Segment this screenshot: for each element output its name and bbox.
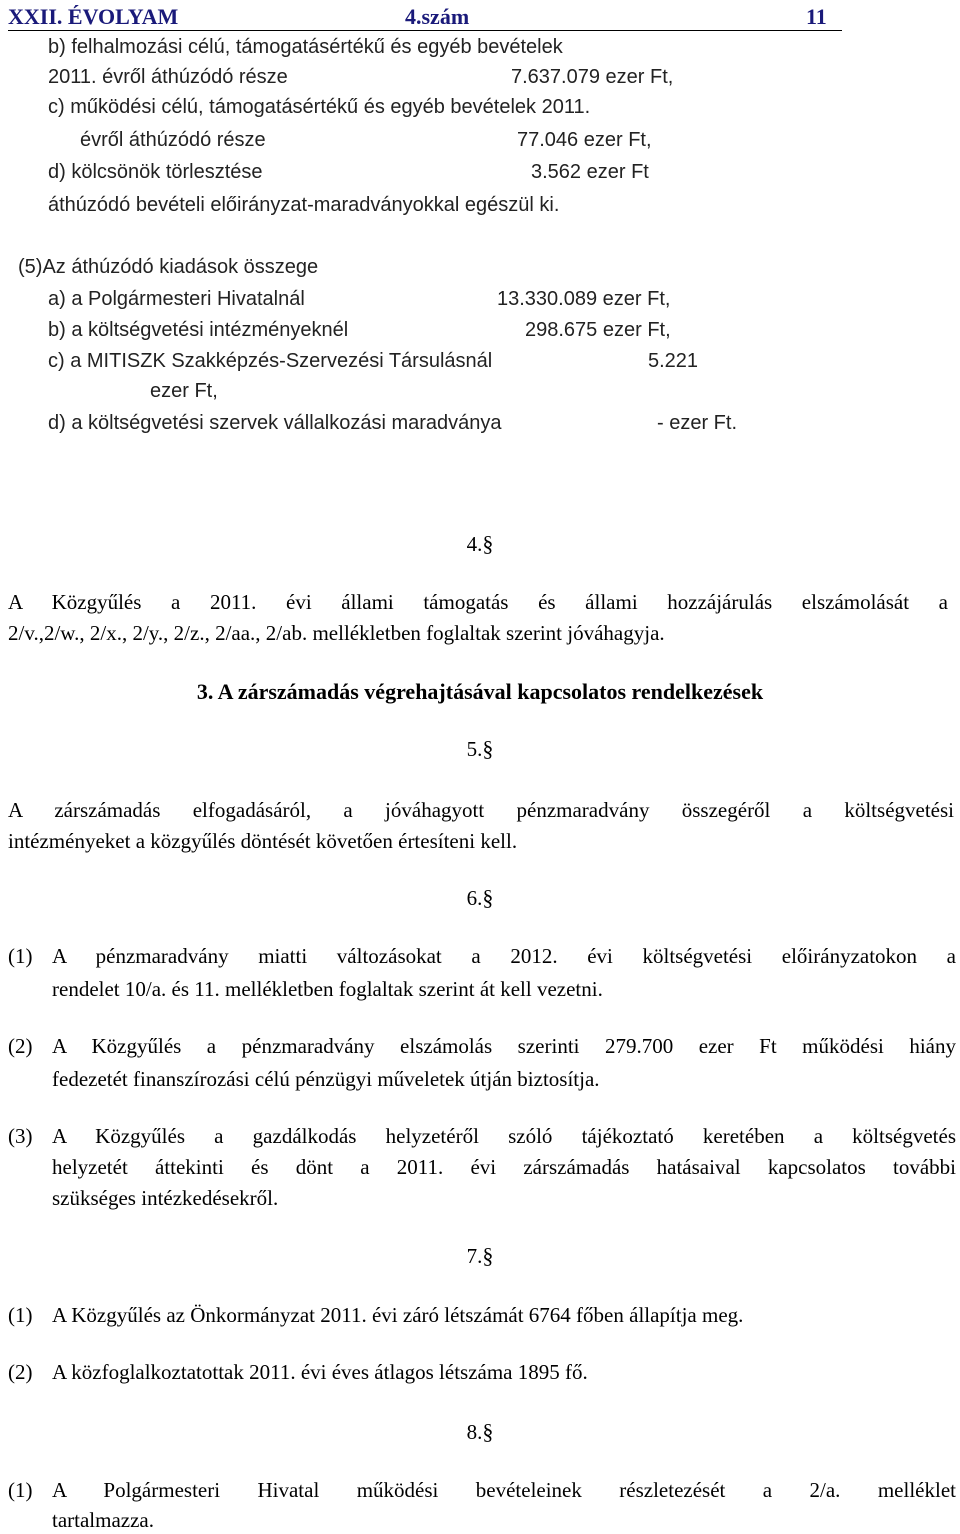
section-5-number <box>0 735 960 763</box>
s8-item1-num: (1) <box>8 1478 33 1502</box>
s6-item3-line1: A Közgyűlés a gazdálkodás helyzetéről szóló tájékoztató keretében a költségvetés <box>52 1124 956 1148</box>
intro-d-label: d) kölcsönök törlesztése <box>48 161 263 183</box>
s6-item3-num: (3) <box>8 1124 33 1148</box>
section-sign-icon: § <box>482 1243 494 1268</box>
section-sign-icon: § <box>482 736 494 761</box>
section-5-line2: intézményeket a közgyűlés döntését követően értesíteni kell. <box>8 829 518 853</box>
s6-item1-line1: A pénzmaradvány miatti változásokat a 2012. évi költségvetési előirányzatokon a <box>52 944 956 968</box>
page-number: 11 <box>806 4 827 29</box>
s8-item1-line1: A Polgármesteri Hivatal működési bevételeinek részletezését a 2/a. melléklet <box>52 1478 956 1502</box>
s7-item1-line1: A Közgyűlés az Önkormányzat 2011. évi záró létszámát 6764 főben állapítja meg. <box>52 1303 744 1327</box>
intro-d-value: 3.562 ezer Ft <box>531 161 649 183</box>
s6-item3-line3: szükséges intézkedésekről. <box>52 1186 279 1210</box>
intro-c-value: 77.046 ezer Ft, <box>517 129 652 151</box>
para5-b-value: 298.675 ezer Ft, <box>525 319 671 341</box>
intro-c-label: évről áthúzódó része <box>80 129 266 151</box>
section-sign-icon: § <box>482 885 494 910</box>
intro-b-label: 2011. évről áthúzódó része <box>48 66 288 88</box>
section-sign-icon: § <box>482 531 494 556</box>
s7-item2-num: (2) <box>8 1360 33 1384</box>
issue-label: 4.szám <box>405 4 470 29</box>
intro-b-line1: b) felhalmozási célú, támogatásértékű és egyéb bevételek <box>48 36 563 58</box>
section-4-num-text: 4. <box>466 532 483 556</box>
s7-item1-num: (1) <box>8 1303 33 1327</box>
s7-item2-line1: A közfoglalkoztatottak 2011. évi éves átlagos létszáma 1895 fő. <box>52 1360 588 1384</box>
para5-d-label: d) a költségvetési szervek vállalkozási maradványa <box>48 412 502 434</box>
s6-item1-line2: rendelet 10/a. és 11. mellékletben foglaltak szerint át kell vezetni. <box>52 977 603 1001</box>
s6-item3-line2: helyzetét áttekinti és dönt a 2011. évi zárszámadás hatásaival kapcsolatos további <box>52 1155 956 1179</box>
section-6-number <box>0 884 960 912</box>
intro-tail: áthúzódó bevételi előirányzat-maradványokkal egészül ki. <box>48 194 560 216</box>
volume-label: XXII. ÉVOLYAM <box>8 4 179 29</box>
para5-c-label: c) a MITISZK Szakképzés-Szervezési Társulásnál <box>48 350 493 372</box>
section-4-number <box>0 530 960 558</box>
s6-item2-num: (2) <box>8 1034 33 1058</box>
para5-a-label: a) a Polgármesteri Hivatalnál <box>48 288 305 310</box>
para5-b-label: b) a költségvetési intézményeknél <box>48 319 349 341</box>
para5-title: (5)Az áthúzódó kiadások összege <box>18 256 319 278</box>
para5-d-value: - ezer Ft. <box>657 412 738 434</box>
para5-c-cont: ezer Ft, <box>150 380 218 402</box>
section-4-line2: 2/v.,2/w., 2/x., 2/y., 2/z., 2/aa., 2/ab. mellékletben foglaltak szerint jóváhagyja. <box>8 621 665 645</box>
section-sign-icon: § <box>482 1419 494 1444</box>
page-header <box>8 2 842 31</box>
s6-item2-line2: fedezetét finanszírozási célú pénzügyi műveletek útján biztosítja. <box>52 1067 600 1091</box>
section-7-num-text: 7. <box>466 1244 483 1268</box>
section-5-line1: A zárszámadás elfogadásáról, a jóváhagyott pénzmaradvány összegéről a költségvetési <box>8 798 954 822</box>
intro-c-line1: c) működési célú, támogatásértékű és egyéb bevételek 2011. <box>48 96 591 118</box>
section-8-num-text: 8. <box>466 1420 483 1444</box>
section-6-num-text: 6. <box>466 886 483 910</box>
para5-a-value: 13.330.089 ezer Ft, <box>497 288 671 310</box>
intro-b-value: 7.637.079 ezer Ft, <box>511 66 674 88</box>
section-8-number <box>0 1418 960 1446</box>
s6-item1-num: (1) <box>8 944 33 968</box>
section-3-heading: 3. A zárszámadás végrehajtásával kapcsolatos rendelkezések <box>196 679 764 704</box>
s6-item2-line1: A Közgyűlés a pénzmaradvány elszámolás szerinti 279.700 ezer Ft működési hiány <box>52 1034 956 1058</box>
s8-item1-line2: tartalmazza. <box>52 1508 155 1532</box>
para5-c-value: 5.221 <box>648 350 699 372</box>
section-5-num-text: 5. <box>466 737 483 761</box>
section-7-number <box>0 1242 960 1270</box>
section-4-line1: A Közgyűlés a 2011. évi állami támogatás és állami hozzájárulás elszámolását a <box>8 590 948 614</box>
